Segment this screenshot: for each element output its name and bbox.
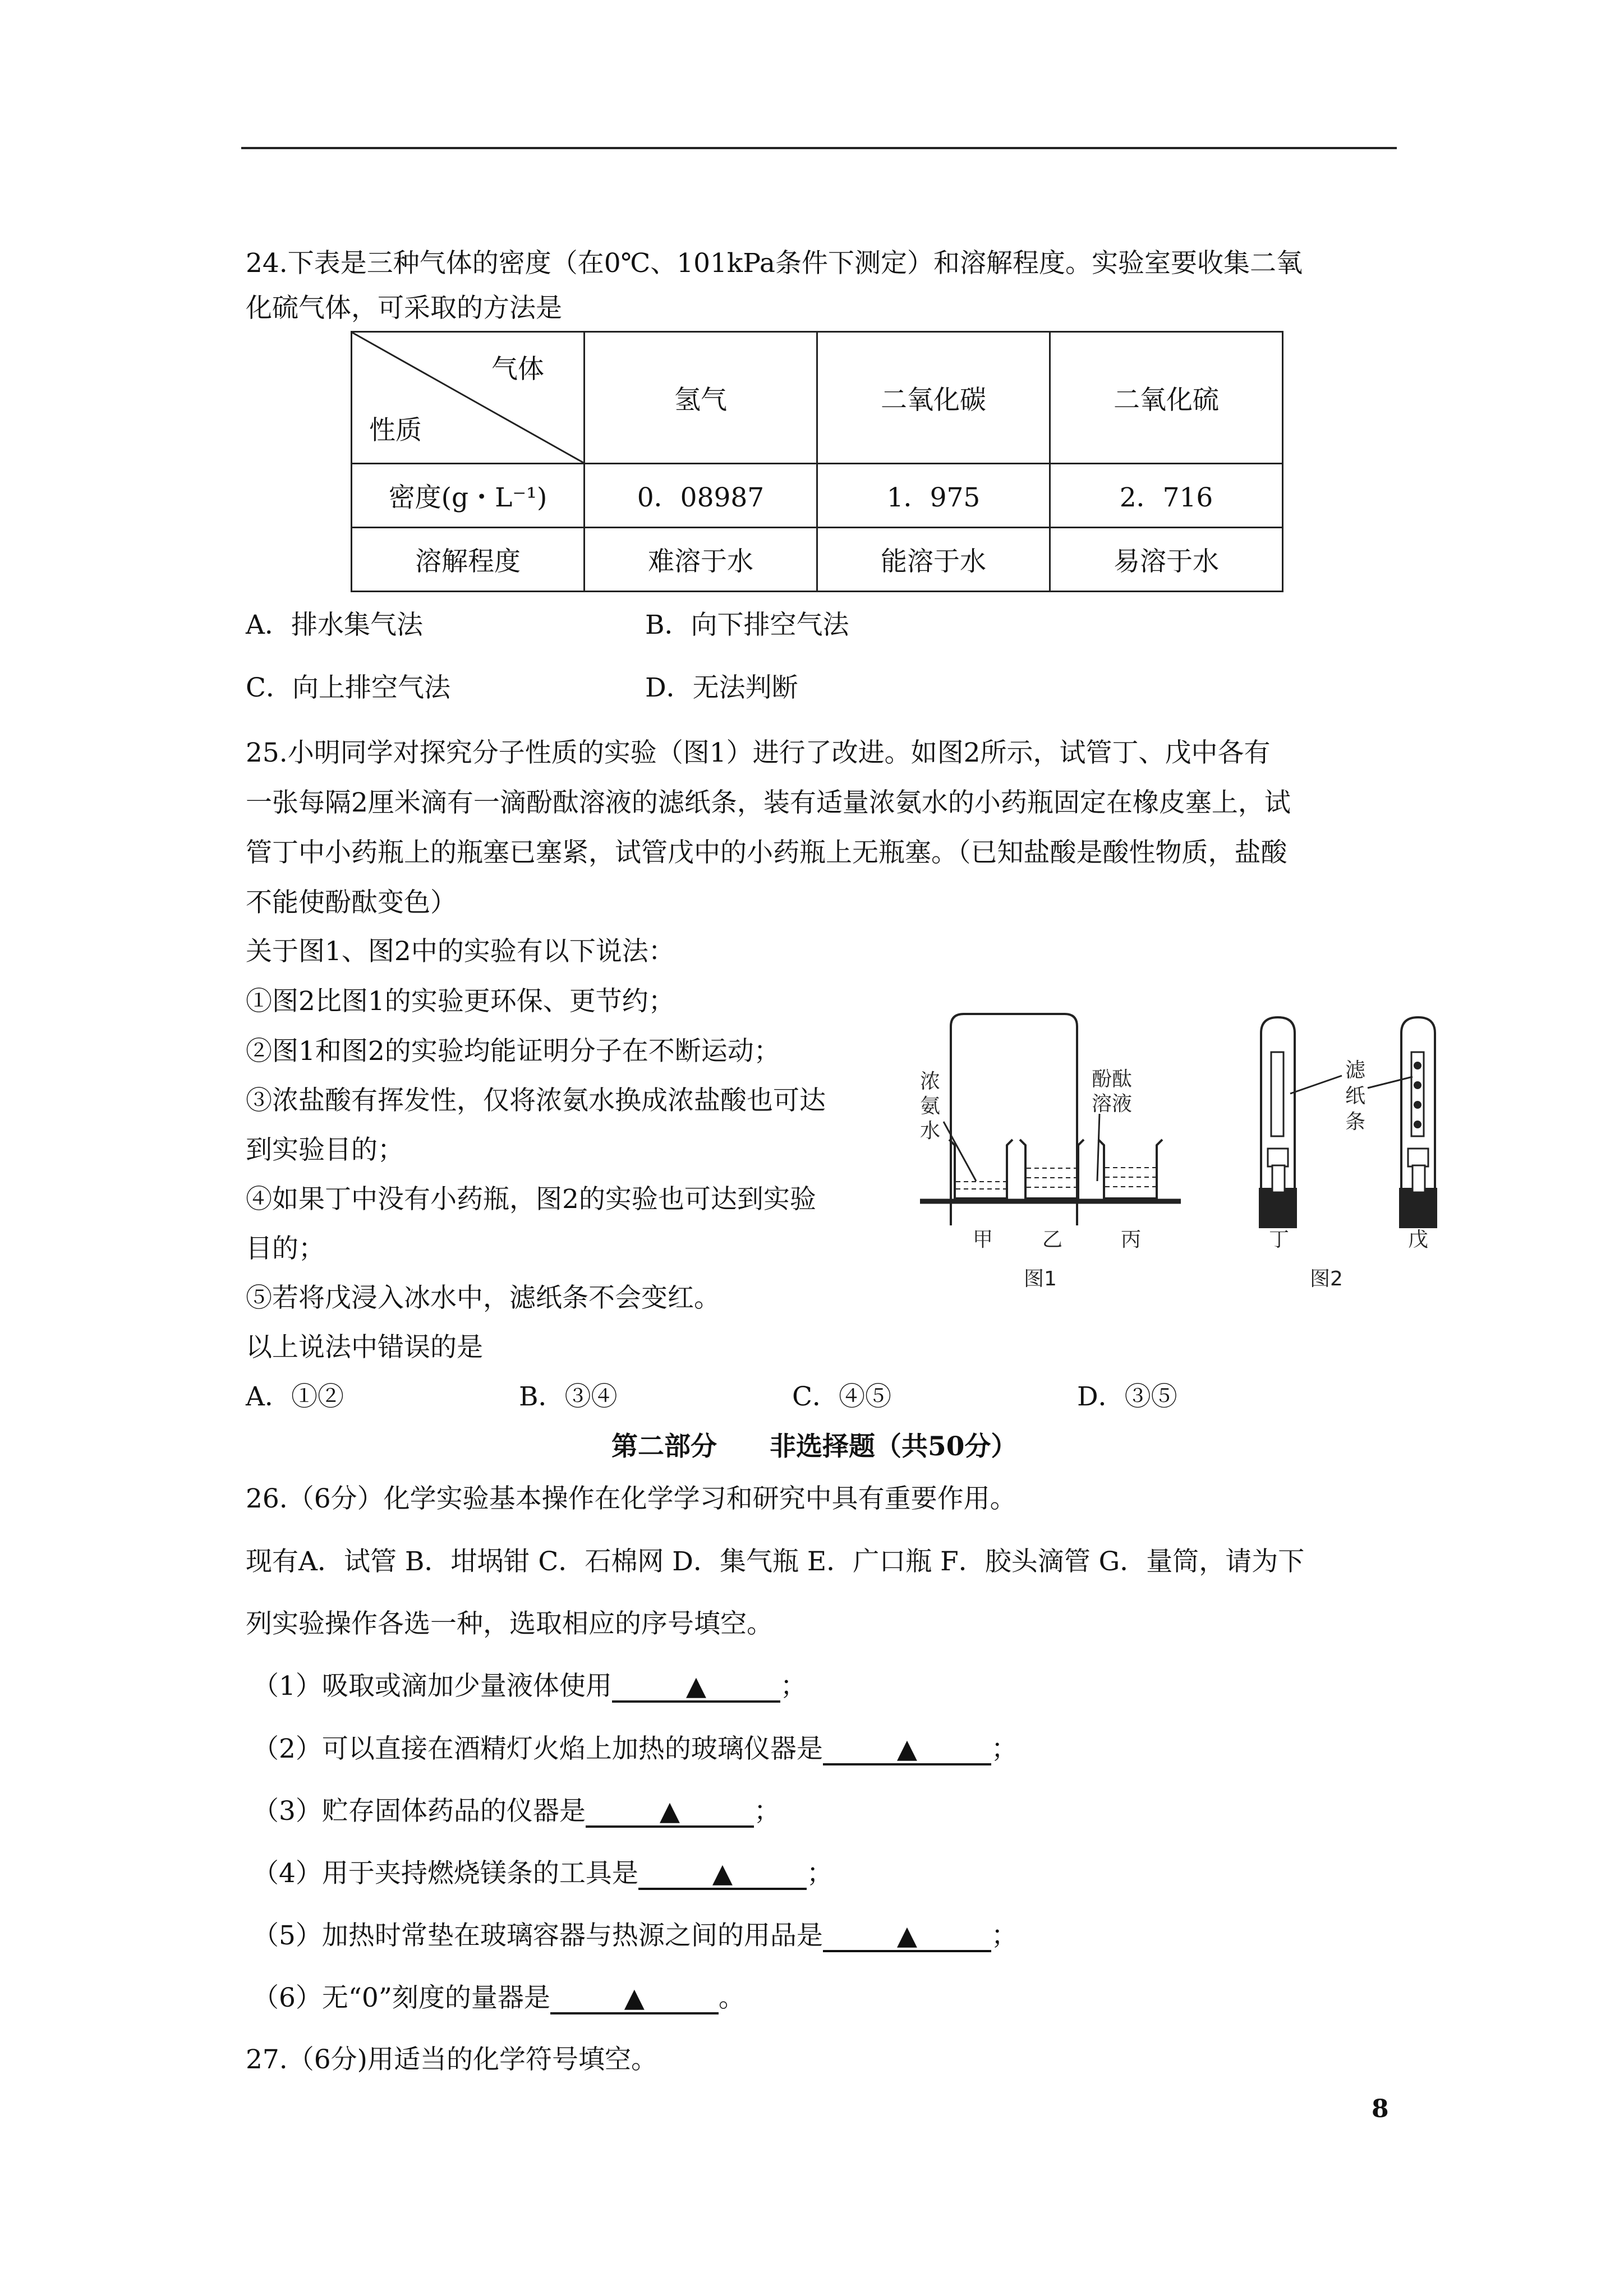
- density-co2: 1．975: [817, 464, 1050, 528]
- label-tube-ding: 丁: [1269, 1228, 1290, 1251]
- q25-stem-line3: 管丁中小药瓶上的瓶塞已塞紧，试管戊中的小药瓶上无瓶塞。（已知盐酸是酸性物质，盐酸: [246, 837, 1287, 868]
- q25-question: 以上说法中错误的是: [246, 1332, 483, 1363]
- q26-item-2-text: （2）可以直接在酒精灯火焰上加热的玻璃仪器是: [252, 1733, 823, 1764]
- q26-answer-blank-1[interactable]: ▲: [612, 1672, 780, 1703]
- q25-stem-line4: 不能使酚酞变色）: [246, 887, 457, 918]
- phenolphthalein-dots: [1414, 1062, 1421, 1128]
- q26-options-line2: 列实验操作各选一种，选取相应的序号填空。: [246, 1608, 773, 1639]
- q24-stem-line1: 24.下表是三种气体的密度（在0℃、101kPa条件下测定）和溶解程度。实验室要收集二氧: [246, 248, 1303, 279]
- label-beaker-yi: 乙: [1042, 1228, 1063, 1251]
- label-phenol-1: 酚酞: [1092, 1068, 1133, 1091]
- q25-statement-1: ①图2比图1的实验更环保、更节约；: [246, 986, 675, 1017]
- label-beaker-jia: 甲: [973, 1228, 993, 1251]
- q25-option-c: C．④⑤: [792, 1381, 891, 1412]
- gas-property-table: [351, 331, 1283, 592]
- q25-statement-3-line1: ③浓盐酸有挥发性，仅将浓氨水换成浓盐酸也可达: [246, 1085, 826, 1116]
- caption-figure-2: 图2: [1310, 1267, 1343, 1290]
- beaker-yi: [1020, 1140, 1084, 1198]
- density-hydrogen: 0．08987: [585, 464, 817, 528]
- q26-item-6-text: （6）无“0”刻度的量器是: [252, 1983, 550, 2013]
- q24-option-a: A．排水集气法: [246, 610, 423, 640]
- corner-label-property: 性质: [369, 415, 422, 446]
- q26-answer-blank-3[interactable]: ▲: [586, 1797, 754, 1828]
- rubber-stopper-ding: [1259, 1188, 1297, 1228]
- header-gas-co2: 二氧化碳: [817, 332, 1050, 464]
- label-ammonia-1: 浓: [920, 1070, 941, 1093]
- density-so2: 2．716: [1050, 464, 1283, 528]
- q25-option-b: B．③④: [519, 1381, 618, 1412]
- header-gas-so2: 二氧化硫: [1050, 332, 1283, 464]
- page-number: 8: [1372, 2095, 1389, 2123]
- q26-item-3: （3）贮存固体药品的仪器是 ▲ ；: [252, 1796, 780, 1827]
- q26-answer-blank-4[interactable]: ▲: [638, 1860, 807, 1890]
- solubility-so2: 易溶于水: [1050, 528, 1283, 592]
- q26-options-line1: 现有A．试管 B．坩埚钳 C．石棉网 D．集气瓶 E．广口瓶 F．胶头滴管 G．量筒，请为下: [246, 1546, 1305, 1577]
- q25-option-d: D．③⑤: [1077, 1381, 1177, 1412]
- q26-item-1-text: （1）吸取或滴加少量液体使用: [252, 1671, 612, 1702]
- label-strip-2: 纸: [1345, 1085, 1366, 1108]
- header-rule: [241, 147, 1397, 149]
- q25-stem-line2: 一张每隔2厘米滴有一滴酚酞溶液的滤纸条，装有适量浓氨水的小药瓶固定在橡皮塞上，试: [246, 787, 1291, 818]
- q27-stem: 27.（6分)用适当的化学符号填空。: [246, 2044, 657, 2075]
- q25-statement-5: ⑤若将戊浸入冰水中，滤纸条不会变红。: [246, 1283, 720, 1313]
- solubility-co2: 能溶于水: [817, 528, 1050, 592]
- q26-item-5: （5）加热时常垫在玻璃容器与热源之间的用品是 ▲ ；: [252, 1920, 1018, 1951]
- part2-title: 第二部分 非选择题（共50分）: [611, 1431, 1018, 1462]
- q26-stem: 26.（6分）化学实验基本操作在化学学习和研究中具有重要作用。: [246, 1483, 1016, 1514]
- q25-statement-4-line2: 目的；: [246, 1233, 325, 1264]
- q24-stem-line2: 化硫气体，可采取的方法是: [246, 293, 562, 324]
- label-strip-3: 条: [1345, 1110, 1366, 1133]
- label-ammonia-3: 水: [920, 1119, 941, 1142]
- q25-option-a: A．①②: [246, 1381, 344, 1412]
- q26-item-3-text: （3）贮存固体药品的仪器是: [252, 1796, 586, 1827]
- rubber-stopper-wu: [1399, 1188, 1437, 1228]
- q24-option-d: D．无法判断: [645, 672, 798, 703]
- beaker-bing: [1098, 1140, 1162, 1198]
- experiment-figure: [920, 1004, 1459, 1295]
- corner-label-gas: 气体: [491, 354, 544, 385]
- q25-statement-3-line2: 到实验目的；: [246, 1135, 404, 1165]
- label-phenol-2: 溶液: [1092, 1092, 1133, 1115]
- q25-statement-4-line1: ④如果丁中没有小药瓶，图2的实验也可达到实验: [246, 1184, 816, 1215]
- q26-answer-blank-2[interactable]: ▲: [823, 1735, 991, 1765]
- q25-intro: 关于图1、图2中的实验有以下说法：: [246, 936, 675, 967]
- q26-item-1: （1）吸取或滴加少量液体使用 ▲ ；: [252, 1671, 807, 1702]
- q26-item-4-text: （4）用于夹持燃烧镁条的工具是: [252, 1858, 638, 1889]
- row-label-solubility: 溶解程度: [352, 528, 585, 592]
- label-strip-1: 滤: [1345, 1059, 1366, 1082]
- solubility-hydrogen: 难溶于水: [585, 528, 817, 592]
- q26-item-2: （2）可以直接在酒精灯火焰上加热的玻璃仪器是 ▲ ；: [252, 1733, 1018, 1764]
- q24-option-b: B．向下排空气法: [645, 610, 849, 640]
- q25-stem-line1: 25.小明同学对探究分子性质的实验（图1）进行了改进。如图2所示，试管丁、戊中各有: [246, 737, 1271, 768]
- q24-option-c: C．向上排空气法: [246, 672, 450, 703]
- caption-figure-1: 图1: [1024, 1267, 1057, 1290]
- table-corner-cell: [352, 332, 585, 464]
- q26-answer-blank-5[interactable]: ▲: [823, 1922, 991, 1952]
- label-tube-wu: 戊: [1408, 1228, 1429, 1251]
- bell-jar: [951, 1014, 1077, 1225]
- header-gas-hydrogen: 氢气: [585, 332, 817, 464]
- q25-statement-2: ②图1和图2的实验均能证明分子在不断运动；: [246, 1036, 780, 1067]
- q26-item-5-text: （5）加热时常垫在玻璃容器与热源之间的用品是: [252, 1920, 823, 1951]
- label-ammonia-2: 氨: [920, 1095, 941, 1118]
- q26-answer-blank-6[interactable]: ▲: [550, 1984, 719, 2014]
- q26-item-4: （4）用于夹持燃烧镁条的工具是 ▲ ；: [252, 1858, 833, 1889]
- label-beaker-bing: 丙: [1121, 1228, 1142, 1251]
- row-label-density: 密度(g・L⁻¹): [352, 464, 585, 528]
- q26-item-6: （6）无“0”刻度的量器是 ▲ 。: [252, 1983, 745, 2013]
